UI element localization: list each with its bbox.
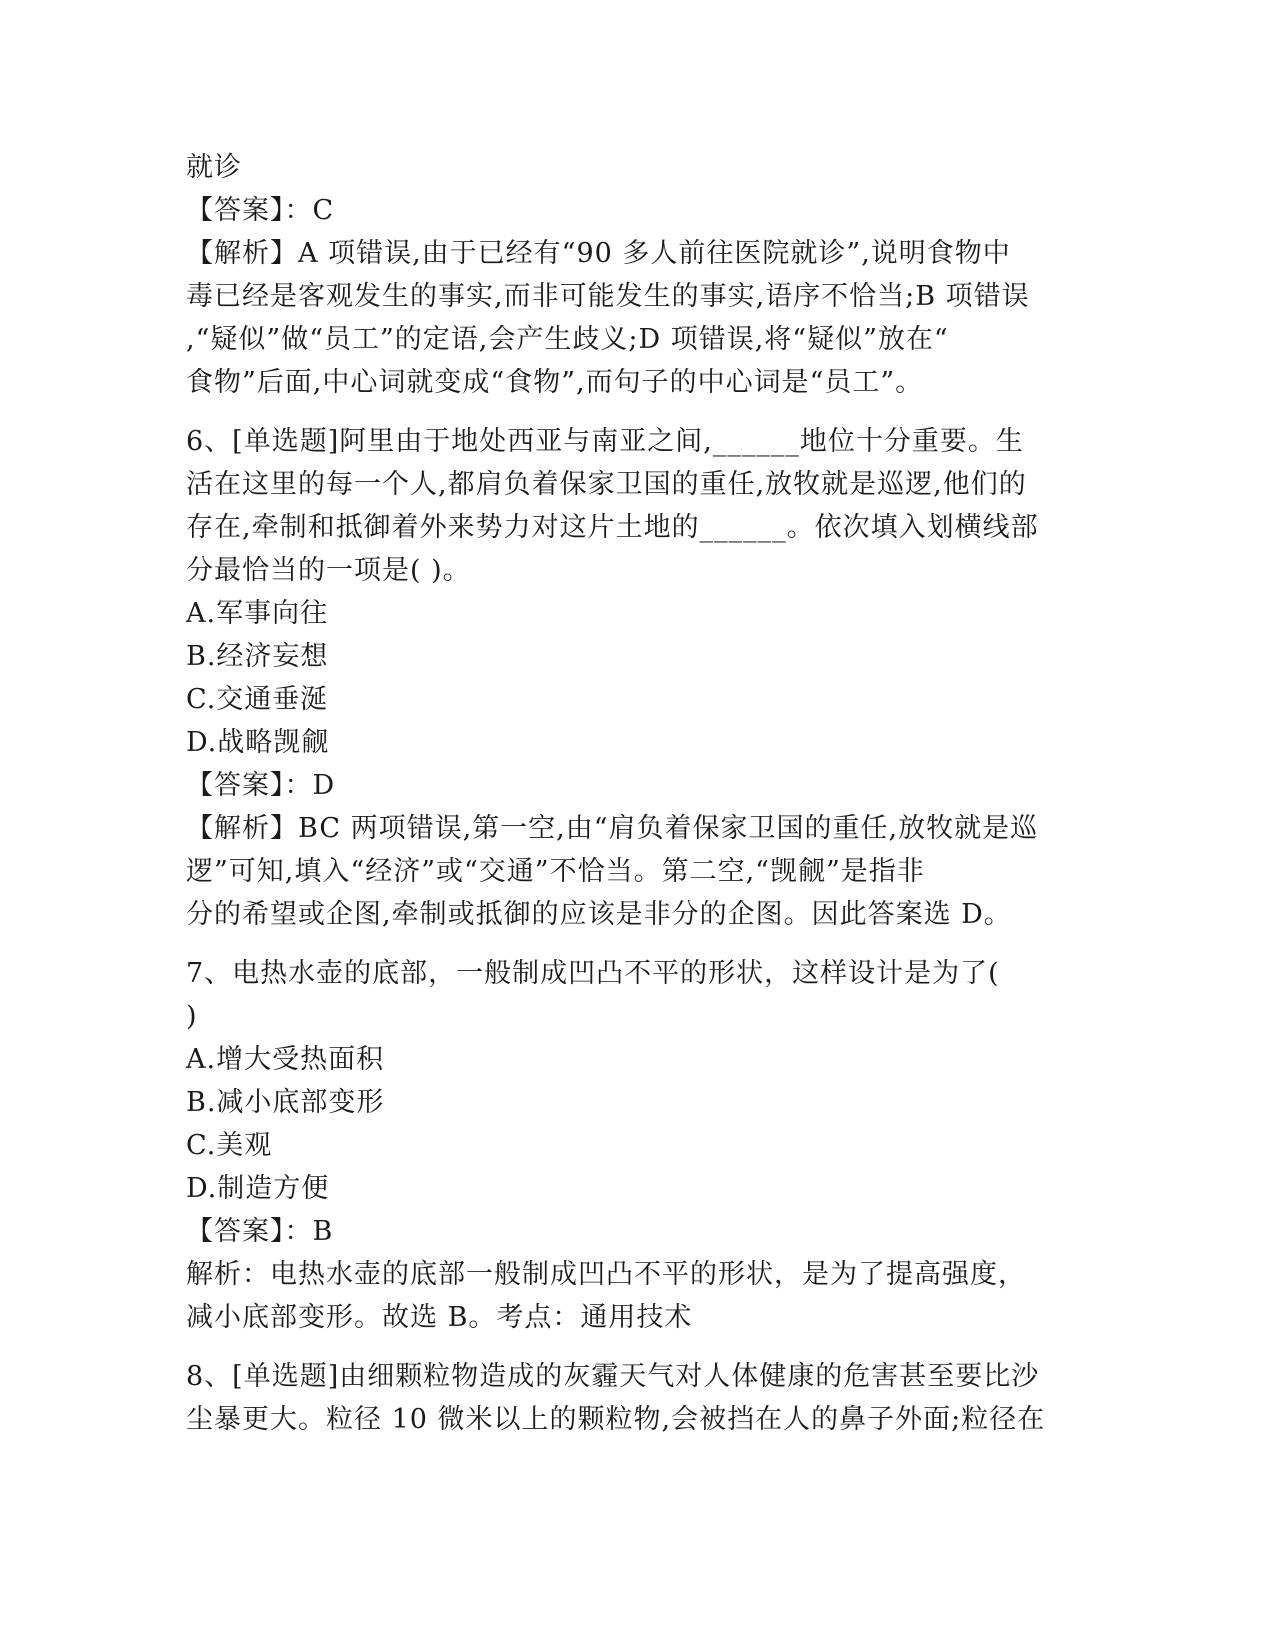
question-stem-line: 尘暴更大。粒径 10 微米以上的颗粒物,会被挡在人的鼻子外面;粒径在 (186, 1404, 1046, 1435)
analysis-line: 逻”可知,填入“经济”或“交通”不恰当。第二空,“觊觎”是指非 (186, 856, 925, 887)
answer-line: 【答案】：C (186, 195, 335, 226)
q5-answer-block (186, 146, 1086, 404)
option-c: C.美观 (186, 1130, 273, 1161)
option-b: B.减小底部变形 (186, 1087, 385, 1118)
question-stem-line: 6、[单选题]阿里由于地处西亚与南亚之间,______地位十分重要。生 (186, 426, 1024, 457)
text-line: 就诊 (186, 152, 242, 183)
option-a: A.军事向往 (186, 598, 329, 629)
option-d: D.战略觊觎 (186, 727, 330, 758)
question-7-block (186, 952, 1086, 1339)
answer-line: 【答案】：B (186, 1216, 334, 1247)
analysis-line: 解析：电热水壶的底部一般制成凹凸不平的形状，是为了提高强度， (186, 1259, 1026, 1290)
option-a: A.增大受热面积 (186, 1044, 385, 1075)
question-8-block (186, 1355, 1086, 1441)
analysis-line: 【解析】A 项错误,由于已经有“90 多人前往医院就诊”,说明食物中 (186, 238, 1011, 269)
question-stem-line: 存在,牵制和抵御着外来势力对这片土地的______。依次填入划横线部 (186, 512, 1039, 543)
option-c: C.交通垂涎 (186, 684, 329, 715)
analysis-line: 减小底部变形。故选 B。考点：通用技术 (186, 1302, 693, 1333)
question-stem-line: ) (186, 1001, 198, 1032)
question-stem-line: 活在这里的每一个人,都肩负着保家卫国的重任,放牧就是巡逻,他们的 (186, 469, 1027, 500)
block-gap (186, 936, 1086, 952)
question-stem-line: 7、电热水壶的底部，一般制成凹凸不平的形状，这样设计是为了( (186, 958, 1000, 989)
analysis-line: ,“疑似”做“员工”的定语,会产生歧义;D 项错误,将“疑似”放在“ (186, 324, 949, 355)
document-page (186, 146, 1086, 1441)
option-b: B.经济妄想 (186, 641, 329, 672)
option-d: D.制造方便 (186, 1173, 330, 1204)
analysis-line: 毒已经是客观发生的事实,而非可能发生的事实,语序不恰当;B 项错误 (186, 281, 1030, 312)
question-stem-line: 分最恰当的一项是( )。 (186, 555, 471, 586)
analysis-line: 【解析】BC 两项错误,第一空,由“肩负着保家卫国的重任,放牧就是巡 (186, 813, 1039, 844)
question-stem-line: 8、[单选题]由细颗粒物造成的灰霾天气对人体健康的危害甚至要比沙 (186, 1361, 1040, 1392)
block-gap (186, 1339, 1086, 1355)
question-6-block (186, 420, 1086, 936)
analysis-line: 分的希望或企图,牵制或抵御的应该是非分的企图。因此答案选 D。 (186, 899, 1012, 930)
block-gap (186, 404, 1086, 420)
answer-line: 【答案】：D (186, 770, 336, 801)
analysis-line: 食物”后面,中心词就变成“食物”,而句子的中心词是“员工”。 (186, 367, 924, 398)
